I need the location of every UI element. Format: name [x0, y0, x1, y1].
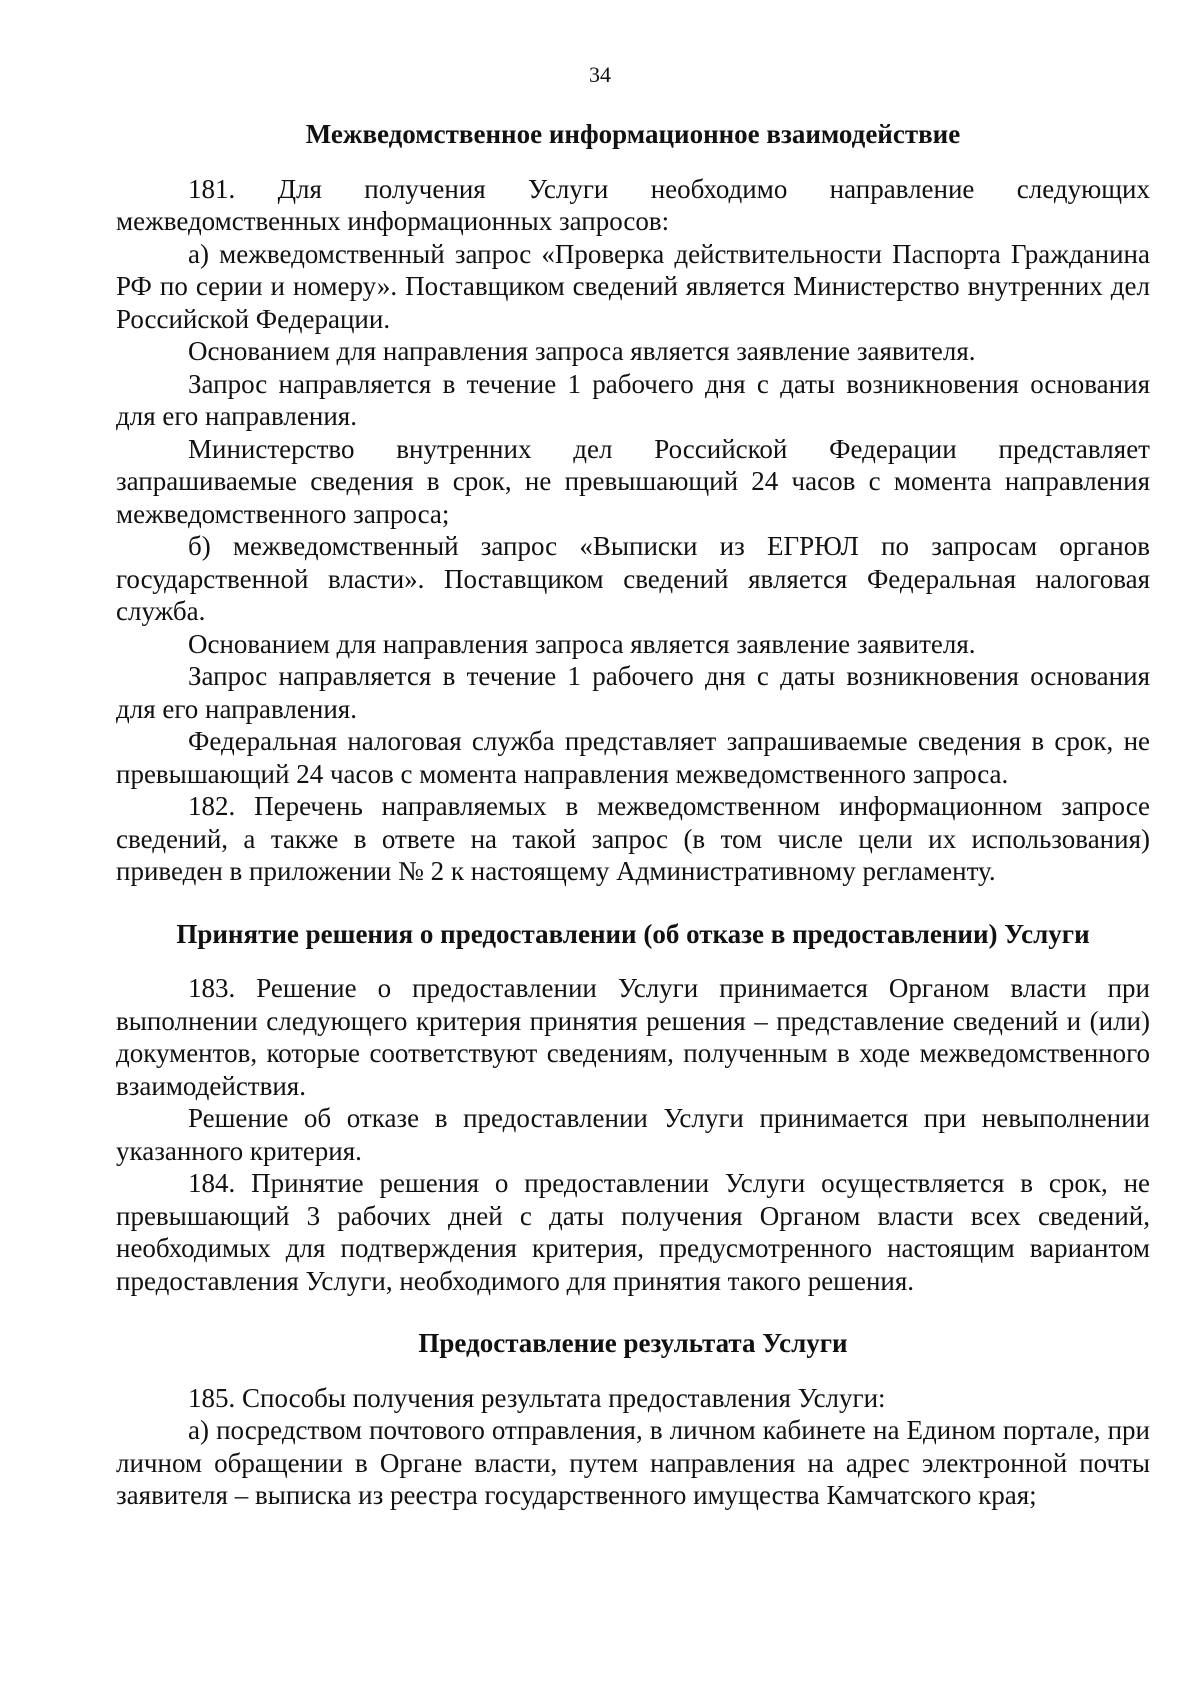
- paragraph: 183. Решение о предоставлении Услуги принимается Органом власти при выполнении следующего критерия принятия решения – представление сведений и (или) документов, которые соответствуют сведениям, полученным в ходе межведомственного взаимодействия.: [116, 973, 1150, 1101]
- paragraph: а) посредством почтового отправления, в личном кабинете на Едином портале, при личном обращении в Органе власти, путем направления на адрес электронной почты заявителя – выписка из реестра государственного имущества Камчатского края;: [116, 1415, 1150, 1510]
- paragraph: 185. Способы получения результата предоставления Услуги:: [188, 1382, 886, 1413]
- paragraph: Федеральная налоговая служба представляет запрашиваемые сведения в срок, не превышающий 24 часов с момента направления межведомственного запроса.: [116, 726, 1150, 789]
- paragraph: Запрос направляется в течение 1 рабочего дня с даты возникновения основания для его направления.: [116, 368, 1150, 431]
- paragraph: Запрос направляется в течение 1 рабочего дня с даты возникновения основания для его направления.: [116, 661, 1150, 724]
- paragraph: 181. Для получения Услуги необходимо направление следующих межведомственных информационных запросов:: [116, 173, 1150, 236]
- paragraph: Решение об отказе в предоставлении Услуги принимается при невыполнении указанного критерия.: [116, 1103, 1150, 1166]
- paragraph: 182. Перечень направляемых в межведомственном информационном запросе сведений, а также в ответе на такой запрос (в том числе цели их использования) приведен в приложении № 2 к настоящему Административному регламенту.: [116, 791, 1150, 886]
- paragraph: Министерство внутренних дел Российской Федерации представляет запрашиваемые сведения в срок, не превышающий 24 часов с момента направления межведомственного запроса;: [116, 433, 1150, 529]
- paragraph: 184. Принятие решения о предоставлении Услуги осуществляется в срок, не превышающий 3 рабочих дней с даты получения Органом власти всех сведений, необходимых для подтверждения критерия, предусмотренного настоящим вариантом предоставления Услуги, необходимого для принятия такого решения.: [116, 1168, 1150, 1296]
- document-body: [116, 118, 1150, 1512]
- section-heading-interagency: Межведомственное информационное взаимодействие: [305, 119, 961, 149]
- paragraph: б) межведомственный запрос «Выписки из ЕГРЮЛ по запросам органов государственной власти». Поставщиком сведений является Федеральная налоговая служба.: [116, 531, 1150, 626]
- paragraph: Основанием для направления запроса является заявление заявителя.: [188, 336, 976, 366]
- paragraph: а) межведомственный запрос «Проверка действительности Паспорта Гражданина РФ по серии и номеру». Поставщиком сведений является Министерство внутренних дел Российской Федерации.: [116, 238, 1150, 334]
- page-number: 34: [589, 62, 611, 87]
- section-heading-decision: Принятие решения о предоставлении (об отказе в предоставлении) Услуги: [176, 918, 1090, 949]
- section-heading-result: Предоставление результата Услуги: [418, 1328, 848, 1358]
- paragraph: Основанием для направления запроса является заявление заявителя.: [188, 628, 976, 659]
